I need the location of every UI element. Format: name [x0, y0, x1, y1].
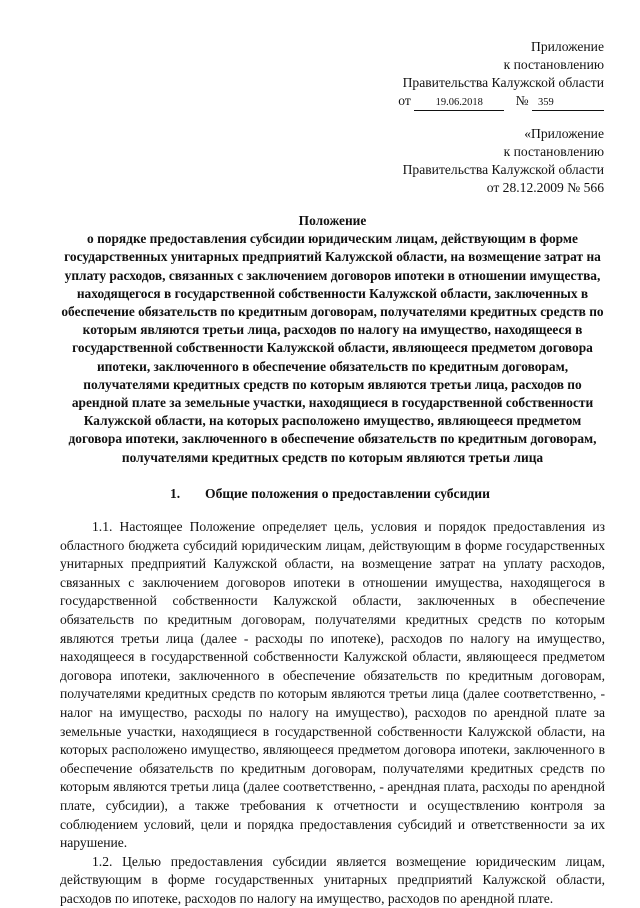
document-title — [60, 212, 605, 467]
paragraph-1-1: 1.1. Настоящее Положение определяет цель, условия и порядок предоставления из областного бюджета субсидий юридическим лицам, действующим в форме государственных унитарных предприятий Калужской области, на возмещение затрат на уплату расходов, связанных с заключением договоров ипотеки в отношении имущества, находящегося в государственной собственности Калужской области, заключенных в обеспечение обязательств по кредитным договорам, получателями кредитных средств по которым являются третьи лица (далее - расходы по ипотеке), расходов по налогу на имущество, находящееся в государственной собственности Калужской области, являющееся предметом договора ипотеки, заключенного в обеспечение обязательств по кредитным договорам, получателями кредитных средств по которым являются третьи лица (далее соответственно, - налог на имущество, расходы по налогу на имущество), расходов по арендной плате за земельные участки, находящиеся в государственной собственности Калужской области, на которых расположено имущество, являющееся предметом договора ипотеки, заключенного в обеспечение обязательств по кредитным договорам, получателями кредитных средств по которым являются третьи лица (далее соответственно, - арендная плата, расходы по арендной плате, субсидии), а также требования к отчетности и осуществлению контроля за соблюдением условий, цели и порядка предоставления субсидий и ответственности за их нарушение. — [60, 519, 605, 851]
appendix-resolution: к постановлению — [503, 57, 604, 72]
title-heading: Положение — [298, 213, 367, 228]
appendix-original-block — [403, 125, 604, 197]
appendix-original-resolution: к постановлению — [503, 144, 604, 159]
title-text: о порядке предоставления субсидии юридическим лицам, действующим в форме государственных унитарных предприятий Калужской области, на возмещение затрат на уплату расходов, связанных с заключением договоров ипотеки в отношении имущества, находящегося в государственной собственности Калужской области, заключенных в обеспечение обязательств по кредитным договорам, получателями кредитных средств по которым являются третьи лица, расходов по налогу на имущество, находящееся в государственной собственности Калужской области, являющееся предметом договора ипотеки, заключенного в обеспечение обязательств по кредитным договорам, получателями кредитных средств по которым являются третьи лица, расходов по арендной плате за земельные участки, находящиеся в государственной собственности Калужской области, на которых расположено имущество, являющееся предметом договора ипотеки, заключенного в обеспечение обязательств по кредитным договорам, получателями кредитных средств по которым являются третьи лица — [61, 231, 604, 465]
appendix-original-government: Правительства Калужской области — [402, 162, 604, 177]
appendix-label: Приложение — [531, 39, 604, 54]
section-title: Общие положения о предоставлении субсидии — [205, 486, 490, 501]
number-prefix: № — [515, 93, 529, 108]
paragraph-1-2: 1.2. Целью предоставления субсидии является возмещение юридическим лицам, действующим в форме государственных унитарных предприятий Калужской области, расходов по ипотеке, расходов по налогу на имущество, расходов по арендной плате. — [60, 853, 605, 906]
appendix-current-block — [398, 38, 604, 111]
date-value: 19.06.2018 — [414, 96, 504, 111]
appendix-original-date: от 28.12.2009 № 566 — [486, 180, 604, 195]
appendix-date-line — [398, 92, 604, 111]
number-value: 359 — [532, 96, 604, 111]
date-prefix: от — [398, 93, 411, 108]
appendix-government: Правительства Калужской области — [402, 75, 604, 90]
section-number: 1. — [170, 486, 181, 501]
appendix-original-label: «Приложение — [524, 126, 604, 141]
body-text — [60, 518, 605, 908]
